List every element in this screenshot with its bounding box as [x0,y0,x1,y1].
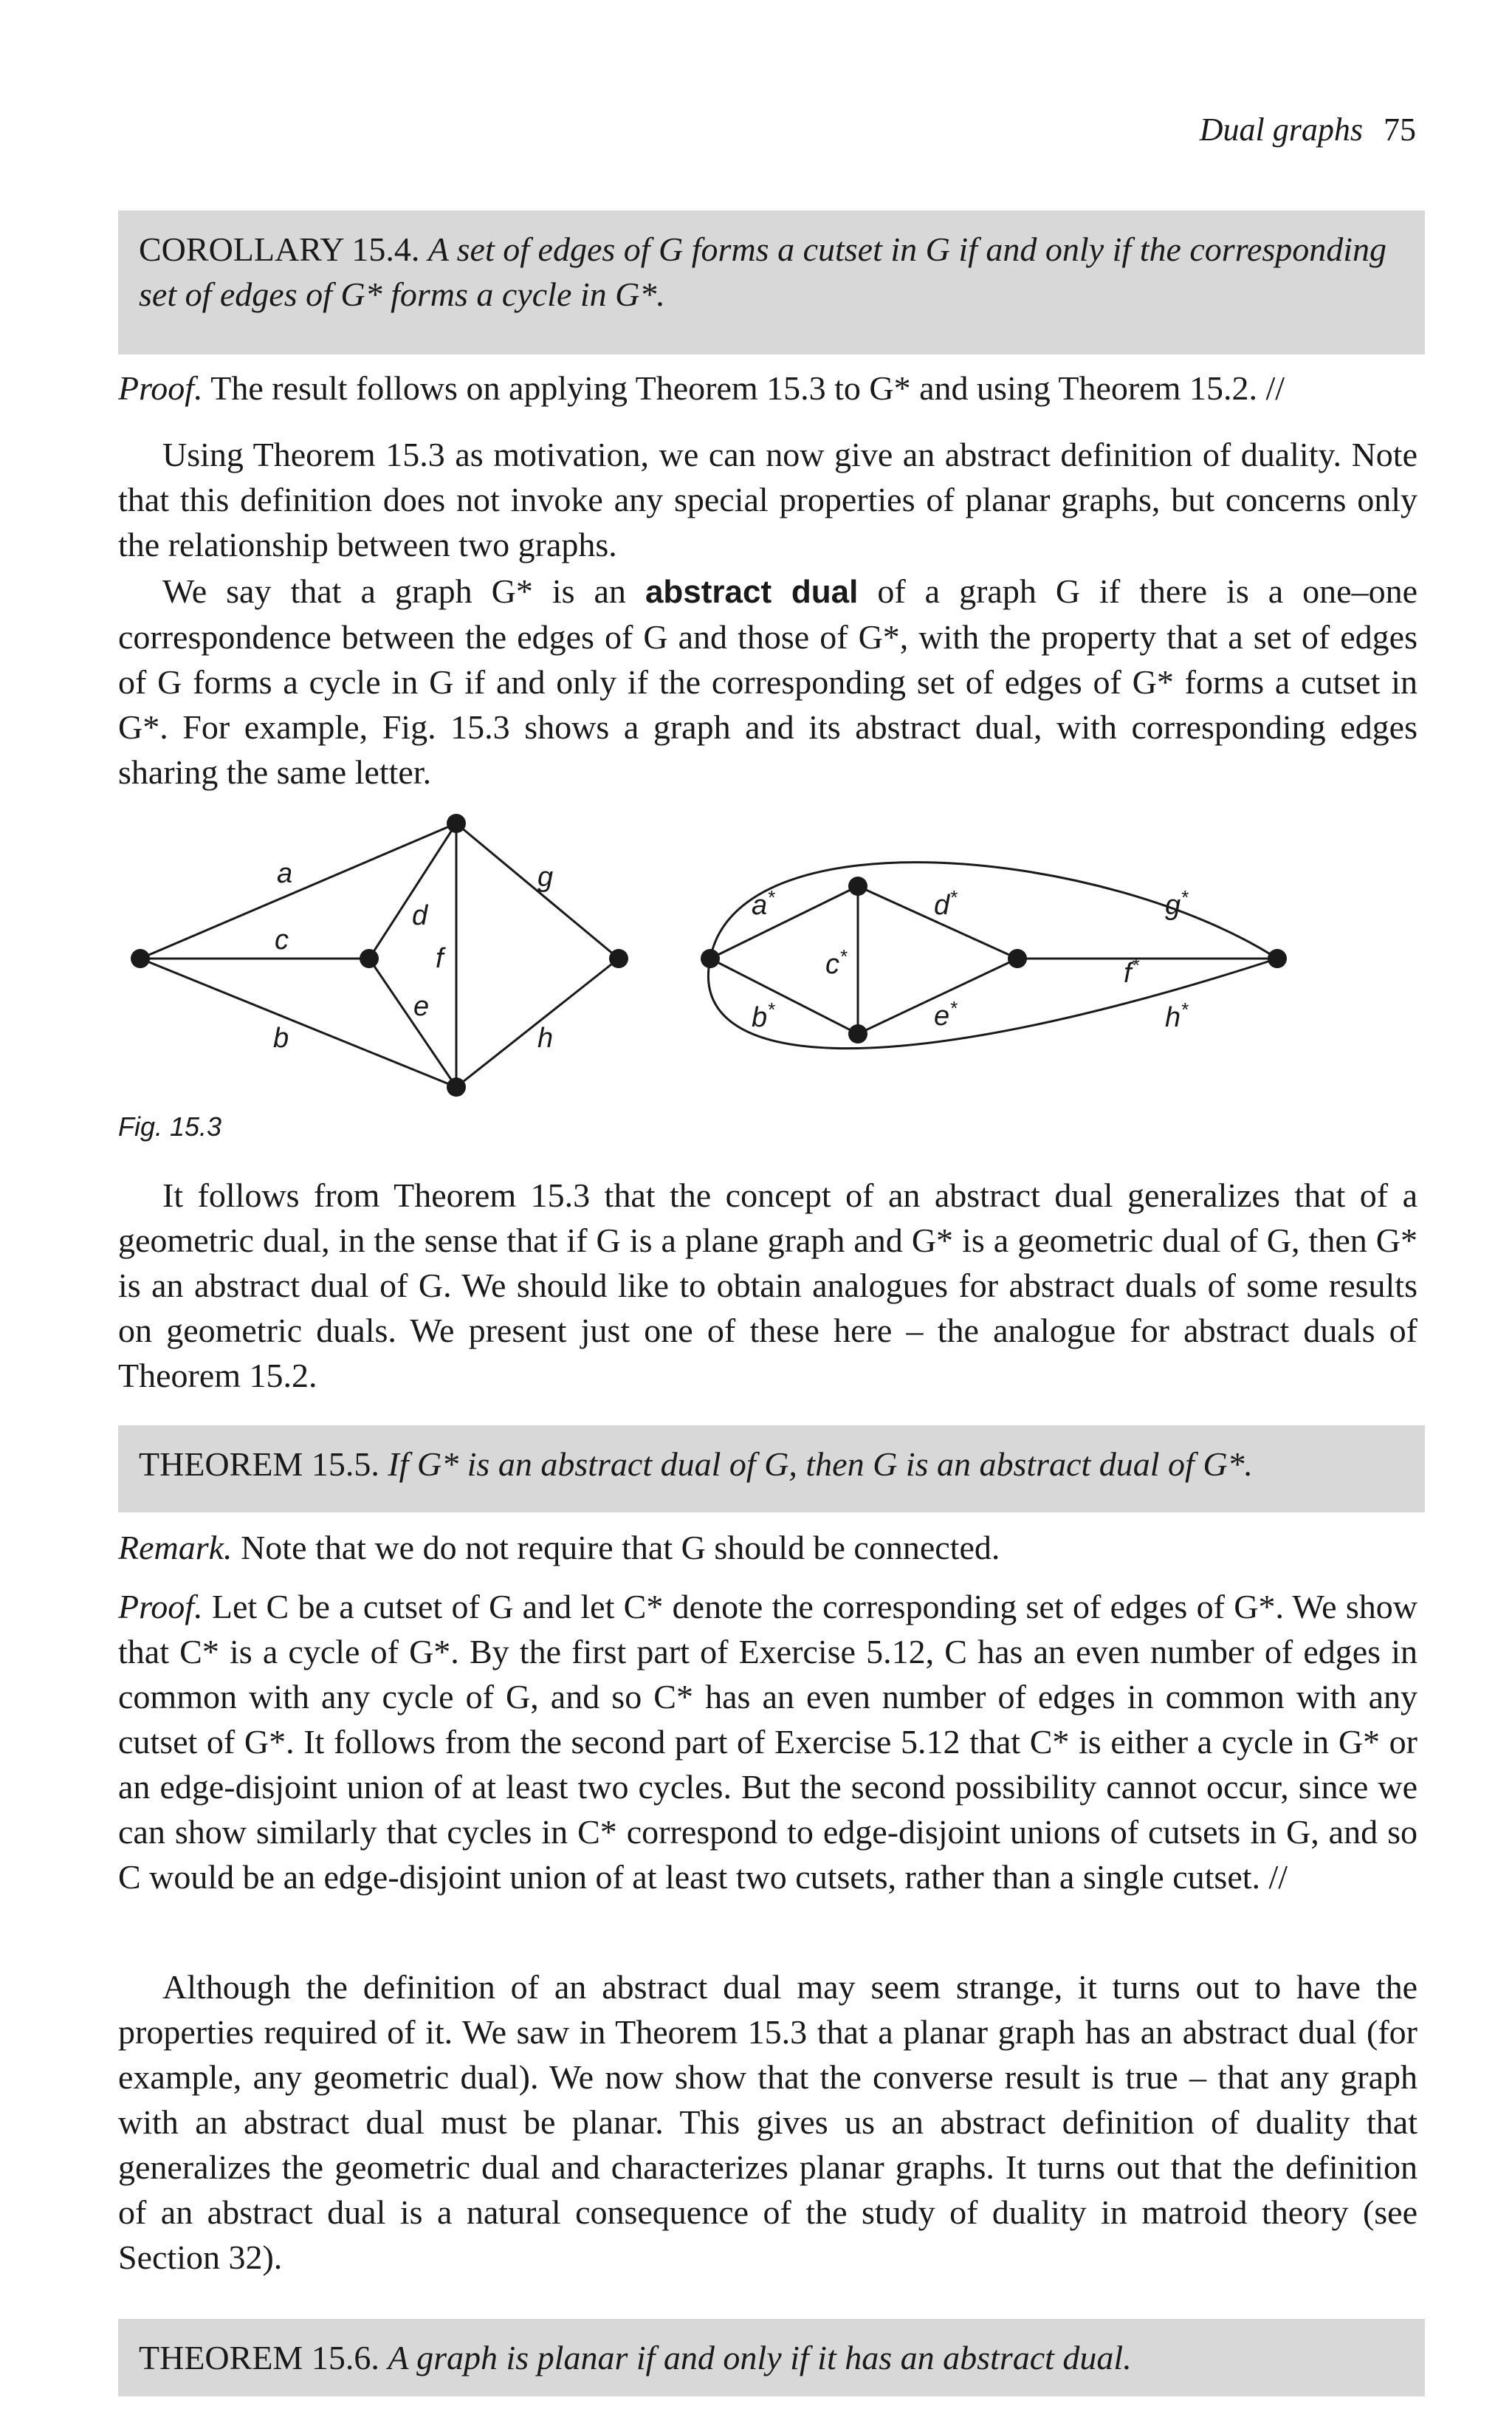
edge-label-d-star: d* [934,886,958,921]
edge-label-h-star: h* [1165,998,1189,1033]
vertex [848,877,867,896]
edge-h-star [708,959,1277,1049]
edge-label-b: b [273,1023,289,1054]
paragraph-3 [118,1173,1418,1398]
edge-label-d: d [412,900,428,931]
graph-g-star-labels [752,886,1189,1033]
edge-label-h: h [537,1023,554,1054]
edge-d [369,823,456,959]
edge-label-e: e [413,991,430,1022]
proof-1-label: Proof. [118,369,203,407]
abstract-dual-term: abstract dual [645,574,859,610]
vertex [360,949,379,968]
proof-2-label: Proof. [118,1588,203,1625]
vertex [447,814,466,833]
proof-2 [118,1584,1418,1899]
edge-a-star [710,886,858,959]
graph-g-star-vertices [701,877,1287,1043]
paragraph-2-after: of a graph G if there is a one–one correspondence between the edges of G and those of G*, with the property that a set of edges of G forms a cycle in G if and only if the corresponding set of edges of G* forms a cutset in G*. For example, Fig. 15.3 shows a graph and its abstract dual, with corresponding edges sharing the same letter. [118,572,1418,791]
theorem-15-5-label: THEOREM 15.5. [139,1445,379,1483]
corollary-statement: A set of edges of G forms a cutset in G if and only if the corresponding set of edges of G* forms a cycle in G*. [139,230,1386,313]
edge-label-b-star: b* [752,998,775,1033]
corollary-label: COROLLARY 15.4. [139,230,420,268]
vertex [1268,949,1287,968]
edge-b [140,959,456,1087]
edge-label-g-star: g* [1165,886,1189,921]
figure-caption: Fig. 15.3 [118,1111,222,1142]
graph-g-star [708,863,1277,1049]
edge-label-e-star: e* [934,997,958,1032]
vertex [848,1024,867,1043]
paragraph-2-before: We say that a graph G* is an [162,572,626,610]
proof-2-text: Let C be a cutset of G and let C* denote the corresponding set of edges of G*. We show that C* is a cycle of G*. By the first part of Exercise 5.12, C has an even number of edges in common with any cycle of G, and so C* has an even number of edges in common with any cutset of G*. It follows from the second part of Exercise 5.12 that C* is either a cycle in G* or an edge-disjoint union of at least two cycles. But the second possibility cannot occur, since we can show similarly that cycles in C* correspond to edge-disjoint unions of cutsets in G, and so C would be an edge-disjoint union of at least two cutsets, rather than a single cutset. // [118,1588,1418,1896]
vertex [701,949,720,968]
paragraph-3-text: It follows from Theorem 15.3 that the concept of an abstract dual generalizes that of a geometric dual, in the sense that if G is a plane graph and G* is a geometric dual of G, then G* is an abstract dual of G. We should like to obtain analogues for abstract duals of some results on geometric duals. We present just one of these here – the analogue for abstract duals of Theorem 15.2. [118,1176,1418,1394]
edge-label-f-star: f* [1124,954,1139,989]
edge-label-f: f [436,943,444,974]
vertex [609,949,628,968]
theorem-15-6-box [118,2319,1425,2396]
paragraph-4 [118,1964,1418,2280]
figure-15-3 [0,0,1512,1152]
vertex [1008,949,1027,968]
paragraph-1-text: Using Theorem 15.3 as motivation, we can now give an abstract definition of duality. Note that this definition does not invoke any special properties of planar graphs, but concerns only the relationship between two graphs. [118,436,1418,563]
edge-e [369,959,456,1087]
remark-text: Note that we do not require that G should be connected. [241,1529,1000,1566]
edge-g-star [710,863,1277,959]
running-title: Dual graphs [1199,112,1363,148]
paragraph-4-text: Although the definition of an abstract dual may seem strange, it turns out to have the properties required of it. We saw in Theorem 15.3 that a planar graph has an abstract dual (for example, any geometric dual). We now show that the converse result is true – that any graph with an abstract dual must be planar. This gives us an abstract definition of duality that generalizes the geometric dual and characterizes planar graphs. It turns out that the definition of an abstract dual is a natural consequence of the study of duality in matroid theory (see Section 32). [118,1968,1418,2276]
vertex [447,1077,466,1097]
edge-label-c: c [275,925,289,956]
edge-label-g: g [537,862,554,893]
proof-1-text: The result follows on applying Theorem 15.3 to G* and using Theorem 15.2. // [210,369,1285,407]
remark [118,1525,1418,1570]
edge-label-a: a [277,858,293,889]
edge-label-c-star: c* [825,945,848,980]
page-number: 75 [1384,112,1416,148]
theorem-15-6-label: THEOREM 15.6. [139,2339,379,2376]
theorem-15-5-box [118,1425,1425,1512]
theorem-15-6-statement: A graph is planar if and only if it has an abstract dual. [388,2339,1132,2376]
edge-label-a-star: a* [752,886,775,921]
edge-a [140,823,456,959]
theorem-15-5-statement: If G* is an abstract dual of G, then G is an abstract dual of G*. [388,1445,1254,1483]
vertex [131,949,150,968]
remark-label: Remark. [118,1529,233,1566]
